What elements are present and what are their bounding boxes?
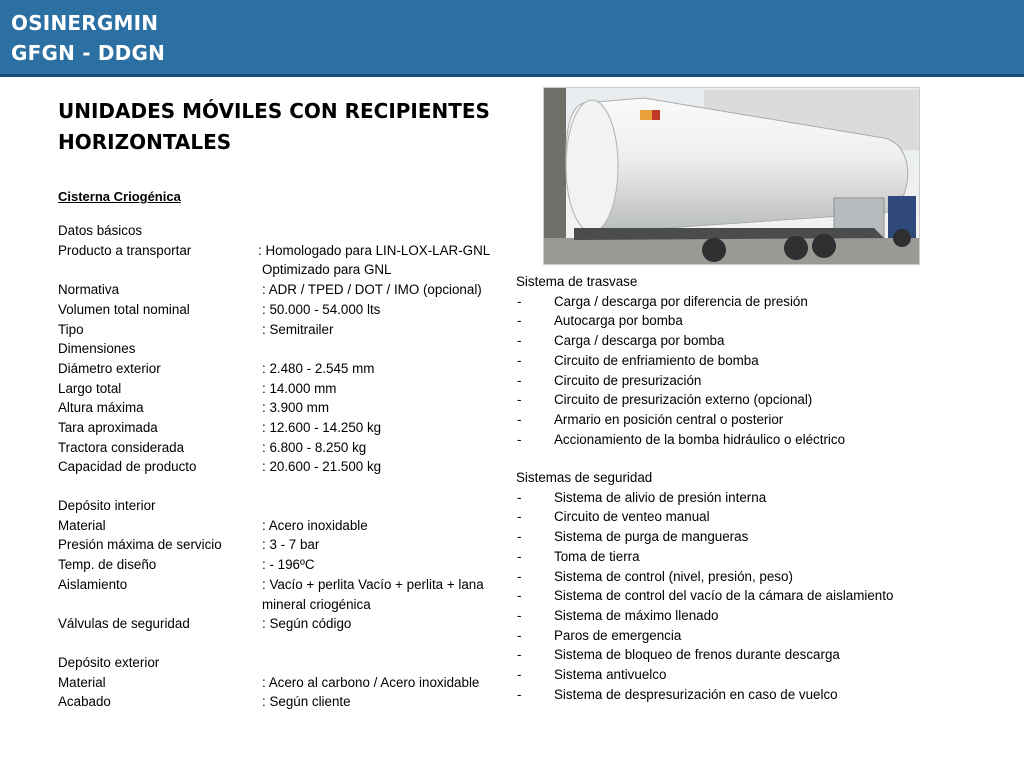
spec-value: : 12.600 - 14.250 kg [262,420,382,435]
safety-systems-heading: Sistemas de seguridad [516,470,653,485]
spec-value: : Semitrailer [262,321,334,337]
spec-value: : 50.000 - 54.000 lts [262,301,381,317]
spec-label: Material [58,674,106,690]
list-item: Sistema de purga de mangueras [554,529,749,545]
spec-label: Diámetro exterior [58,360,161,376]
spec-label: Tractora considerada [58,439,185,455]
exterior-tank-heading: Depósito exterior [58,655,160,670]
list-bullet: - [517,411,522,427]
spec-value: : Según cliente [262,694,351,710]
list-item: Circuito de venteo manual [554,509,710,525]
list-item: Carga / descarga por diferencia de presión [554,293,808,309]
spec-value: : - 196ºC [262,557,315,573]
list-item: Sistema de control del vacío de la cámara de aislamiento [554,588,894,604]
tanker-truck-image [544,88,920,265]
list-item: Toma de tierra [554,548,640,564]
list-bullet: - [517,647,522,663]
spec-label: Capacidad de producto [58,459,197,475]
spec-label: Normativa [58,282,120,298]
list-bullet: - [517,667,522,682]
spec-value: mineral criogénica [262,596,371,612]
spec-value: : Vacío + perlita Vacío + perlita + lana [262,576,484,592]
header-org: OSINERGMIN [11,11,159,35]
tanker-truck-photo [543,87,920,265]
spec-value: : 14.000 mm [262,380,337,396]
list-item: Sistema de máximo llenado [554,607,719,623]
list-bullet: - [517,431,522,447]
spec-value: : ADR / TPED / DOT / IMO (opcional) [262,282,482,298]
spec-label: Válvulas de seguridad [58,616,190,632]
spec-label: Tara aproximada [58,420,158,435]
list-item: Accionamiento de la bomba hidráulico o eléctrico [554,431,846,447]
spec-label: Altura máxima [58,400,144,416]
list-bullet: - [517,489,522,505]
list-item: Paros de emergencia [554,627,682,643]
list-item: Sistema de control (nivel, presión, peso) [554,568,793,584]
list-bullet: - [517,627,522,643]
list-bullet: - [517,293,522,309]
list-item: Circuito de presurización externo (opcional) [554,392,813,408]
spec-value: : 20.600 - 21.500 kg [262,459,382,475]
list-bullet: - [517,509,522,525]
list-bullet: - [517,686,522,702]
list-bullet: - [517,607,522,623]
list-item: Circuito de presurización [554,372,702,388]
list-bullet: - [517,352,522,368]
list-item: Carga / descarga por bomba [554,333,725,349]
list-bullet: - [517,548,522,564]
spec-label: Material [58,517,106,533]
list-item: Sistema de despresurización en caso de vuelco [554,686,838,702]
spec-label: Aislamiento [58,576,128,592]
spec-value: : Según código [262,616,352,632]
list-bullet: - [517,568,522,584]
list-item: Armario en posición central o posterior [554,411,784,427]
list-item: Sistema de bloqueo de frenos durante descarga [554,647,840,663]
spec-label: Temp. de diseño [58,557,157,573]
list-bullet: - [517,588,522,604]
list-item: Sistema de alivio de presión interna [554,489,767,505]
list-item: Autocarga por bomba [554,313,683,329]
spec-value: : Acero al carbono / Acero inoxidable [262,674,480,690]
spec-label: Acabado [58,694,111,710]
list-item: Circuito de enfriamiento de bomba [554,352,759,368]
page-title: UNIDADES MÓVILES CON RECIPIENTES HORIZONTALES [58,99,490,154]
spec-label: Volumen total nominal [58,301,190,317]
spec-label: Producto a transportar [58,242,192,258]
spec-value: : 6.800 - 8.250 kg [262,439,367,455]
spec-value: : Acero inoxidable [262,517,368,533]
spec-value: : 3 - 7 bar [262,537,320,553]
spec-value: : Homologado para LIN-LOX-LAR-GNL [258,242,491,258]
list-bullet: - [517,529,522,545]
header-division: GFGN - DDGN [11,41,166,65]
list-bullet: - [517,313,522,329]
interior-tank-heading: Depósito interior [58,498,156,513]
transfer-system-heading: Sistema de trasvase [516,274,638,289]
list-bullet: - [517,372,522,388]
list-item: Sistema antivuelco [554,667,667,682]
spec-label: Dimensiones [58,341,136,357]
header-bar [0,0,1024,77]
spec-label: Tipo [58,321,84,337]
spec-label: Presión máxima de servicio [58,537,222,553]
spec-value: : 2.480 - 2.545 mm [262,360,375,376]
spec-value: Optimizado para GNL [262,262,392,278]
list-bullet: - [517,392,522,408]
basic-data-heading: Datos básicos [58,223,143,238]
section-subtitle: Cisterna Criogénica [58,189,181,204]
spec-value: : 3.900 mm [262,400,329,416]
spec-label: Largo total [58,380,122,396]
list-bullet: - [517,333,522,349]
